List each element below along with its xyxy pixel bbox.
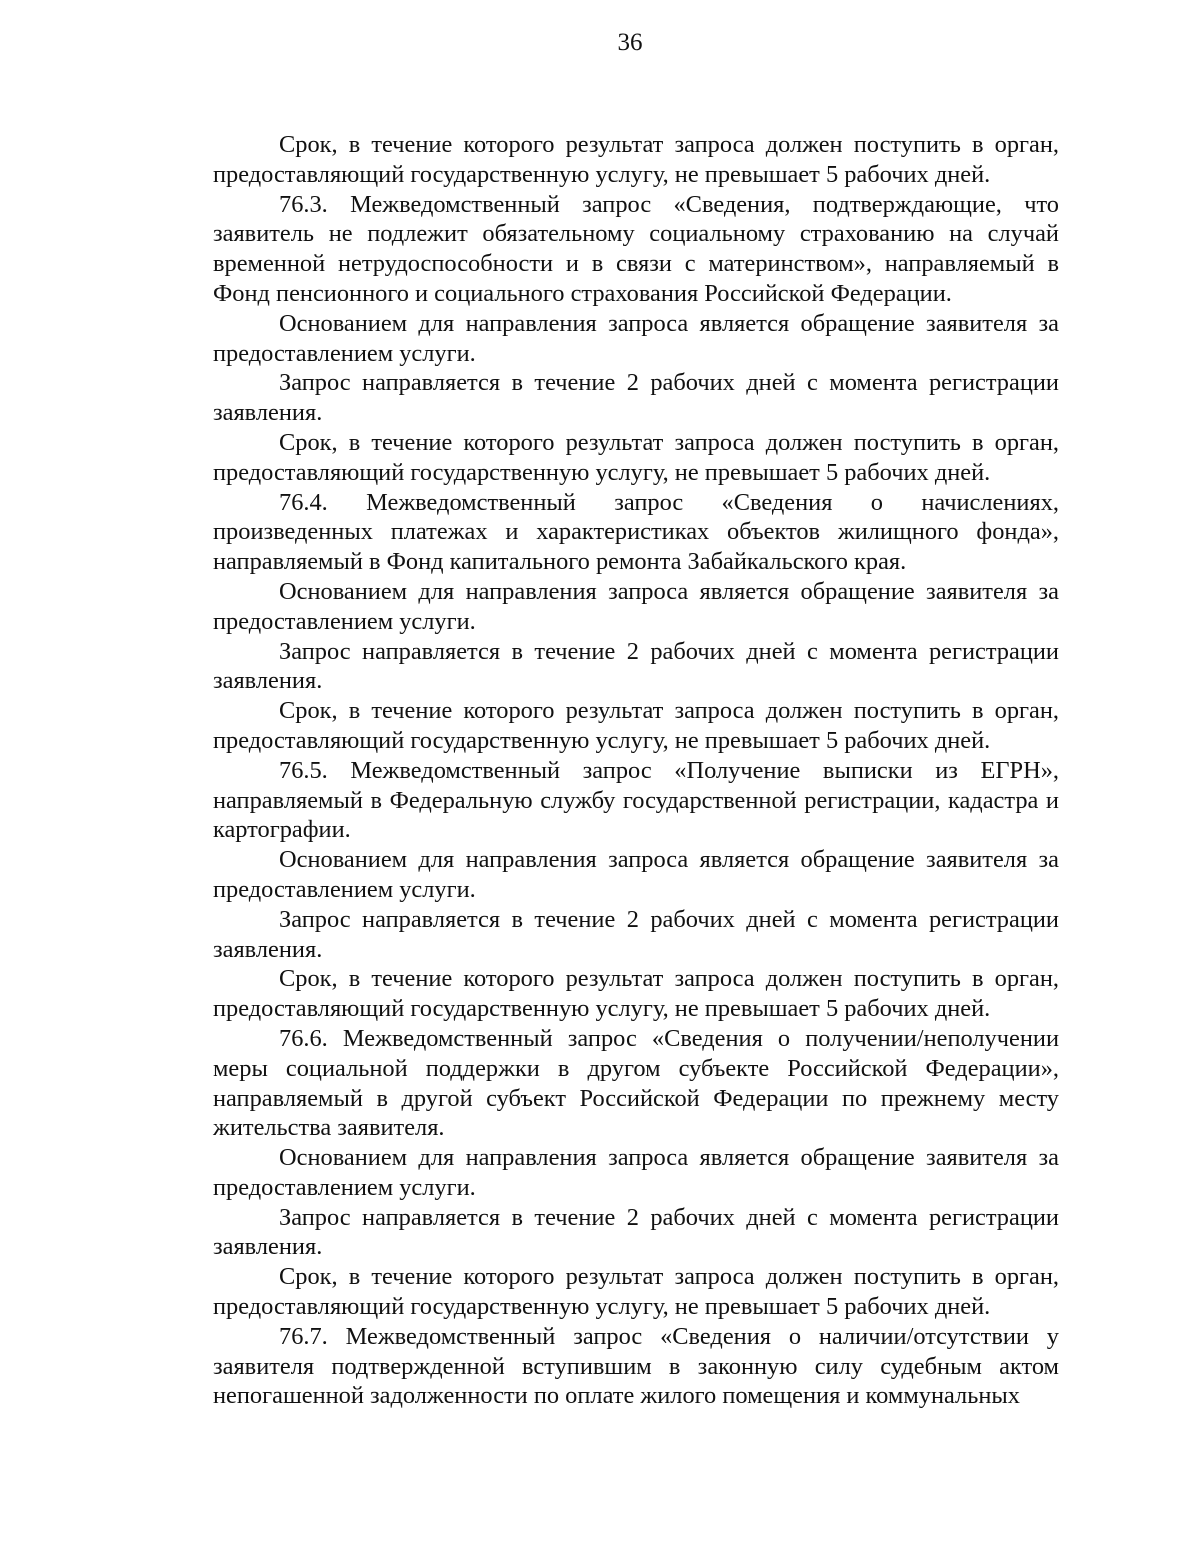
paragraph: 76.5. Межведомственный запрос «Получение выписки из ЕГРН», направляемый в Федеральную службу государственной регистрации, кадастра и картографии. [213,756,1059,844]
paragraph: Запрос направляется в течение 2 рабочих дней с момента регистрации заявления. [213,637,1059,695]
paragraph: Основанием для направления запроса является обращение заявителя за предоставлением услуги. [213,309,1059,367]
page-number: 36 [617,29,643,56]
paragraph: Срок, в течение которого результат запроса должен поступить в орган, предоставляющий государственную услугу, не превышает 5 рабочих дней. [213,428,1059,486]
paragraph: 76.4. Межведомственный запрос «Сведения о начислениях, произведенных платежах и характеристиках объектов жилищного фонда», направляемый в Фонд капитального ремонта Забайкальского края. [213,488,1059,576]
paragraph: Основанием для направления запроса является обращение заявителя за предоставлением услуги. [213,846,1059,903]
paragraph: 76.3. Межведомственный запрос «Сведения, подтверждающие, что заявитель не подлежит обязательному социальному страхованию на случай временной нетрудоспособности и в связи с материнством», направляемый в Фонд пенсионного и социального страхования Российской Федерации. [213,190,1059,307]
paragraph: Запрос направляется в течение 2 рабочих дней с момента регистрации заявления. [213,1203,1059,1261]
document-body [213,130,1059,1411]
paragraph: Срок, в течение которого результат запроса должен поступить в орган, предоставляющий государственную услугу, не превышает 5 рабочих дней. [213,131,1059,188]
paragraph: Срок, в течение которого результат запроса должен поступить в орган, предоставляющий государственную услугу, не превышает 5 рабочих дней. [213,697,1059,754]
paragraph: Основанием для направления запроса является обращение заявителя за предоставлением услуги. [213,577,1059,635]
paragraph: 76.6. Межведомственный запрос «Сведения о получении/неполучении меры социальной поддержки в другом субъекте Российской Федерации», направляемый в другой субъект Российской Федерации по прежнему месту жительства заявителя. [213,1024,1059,1142]
paragraph: Основанием для направления запроса является обращение заявителя за предоставлением услуги. [213,1144,1059,1201]
paragraph: Срок, в течение которого результат запроса должен поступить в орган, предоставляющий государственную услугу, не превышает 5 рабочих дней. [213,965,1059,1023]
paragraph: 76.7. Межведомственный запрос «Сведения о наличии/отсутствии у заявителя подтвержденной вступившим в законную силу судебным актом непогашенной задолженности по оплате жилого помещения и коммунальных [213,1322,1059,1410]
paragraph: Срок, в течение которого результат запроса должен поступить в орган, предоставляющий государственную услугу, не превышает 5 рабочих дней. [213,1263,1059,1321]
paragraph: Запрос направляется в течение 2 рабочих дней с момента регистрации заявления. [213,905,1059,963]
paragraph: Запрос направляется в течение 2 рабочих дней с момента регистрации заявления. [213,369,1059,427]
